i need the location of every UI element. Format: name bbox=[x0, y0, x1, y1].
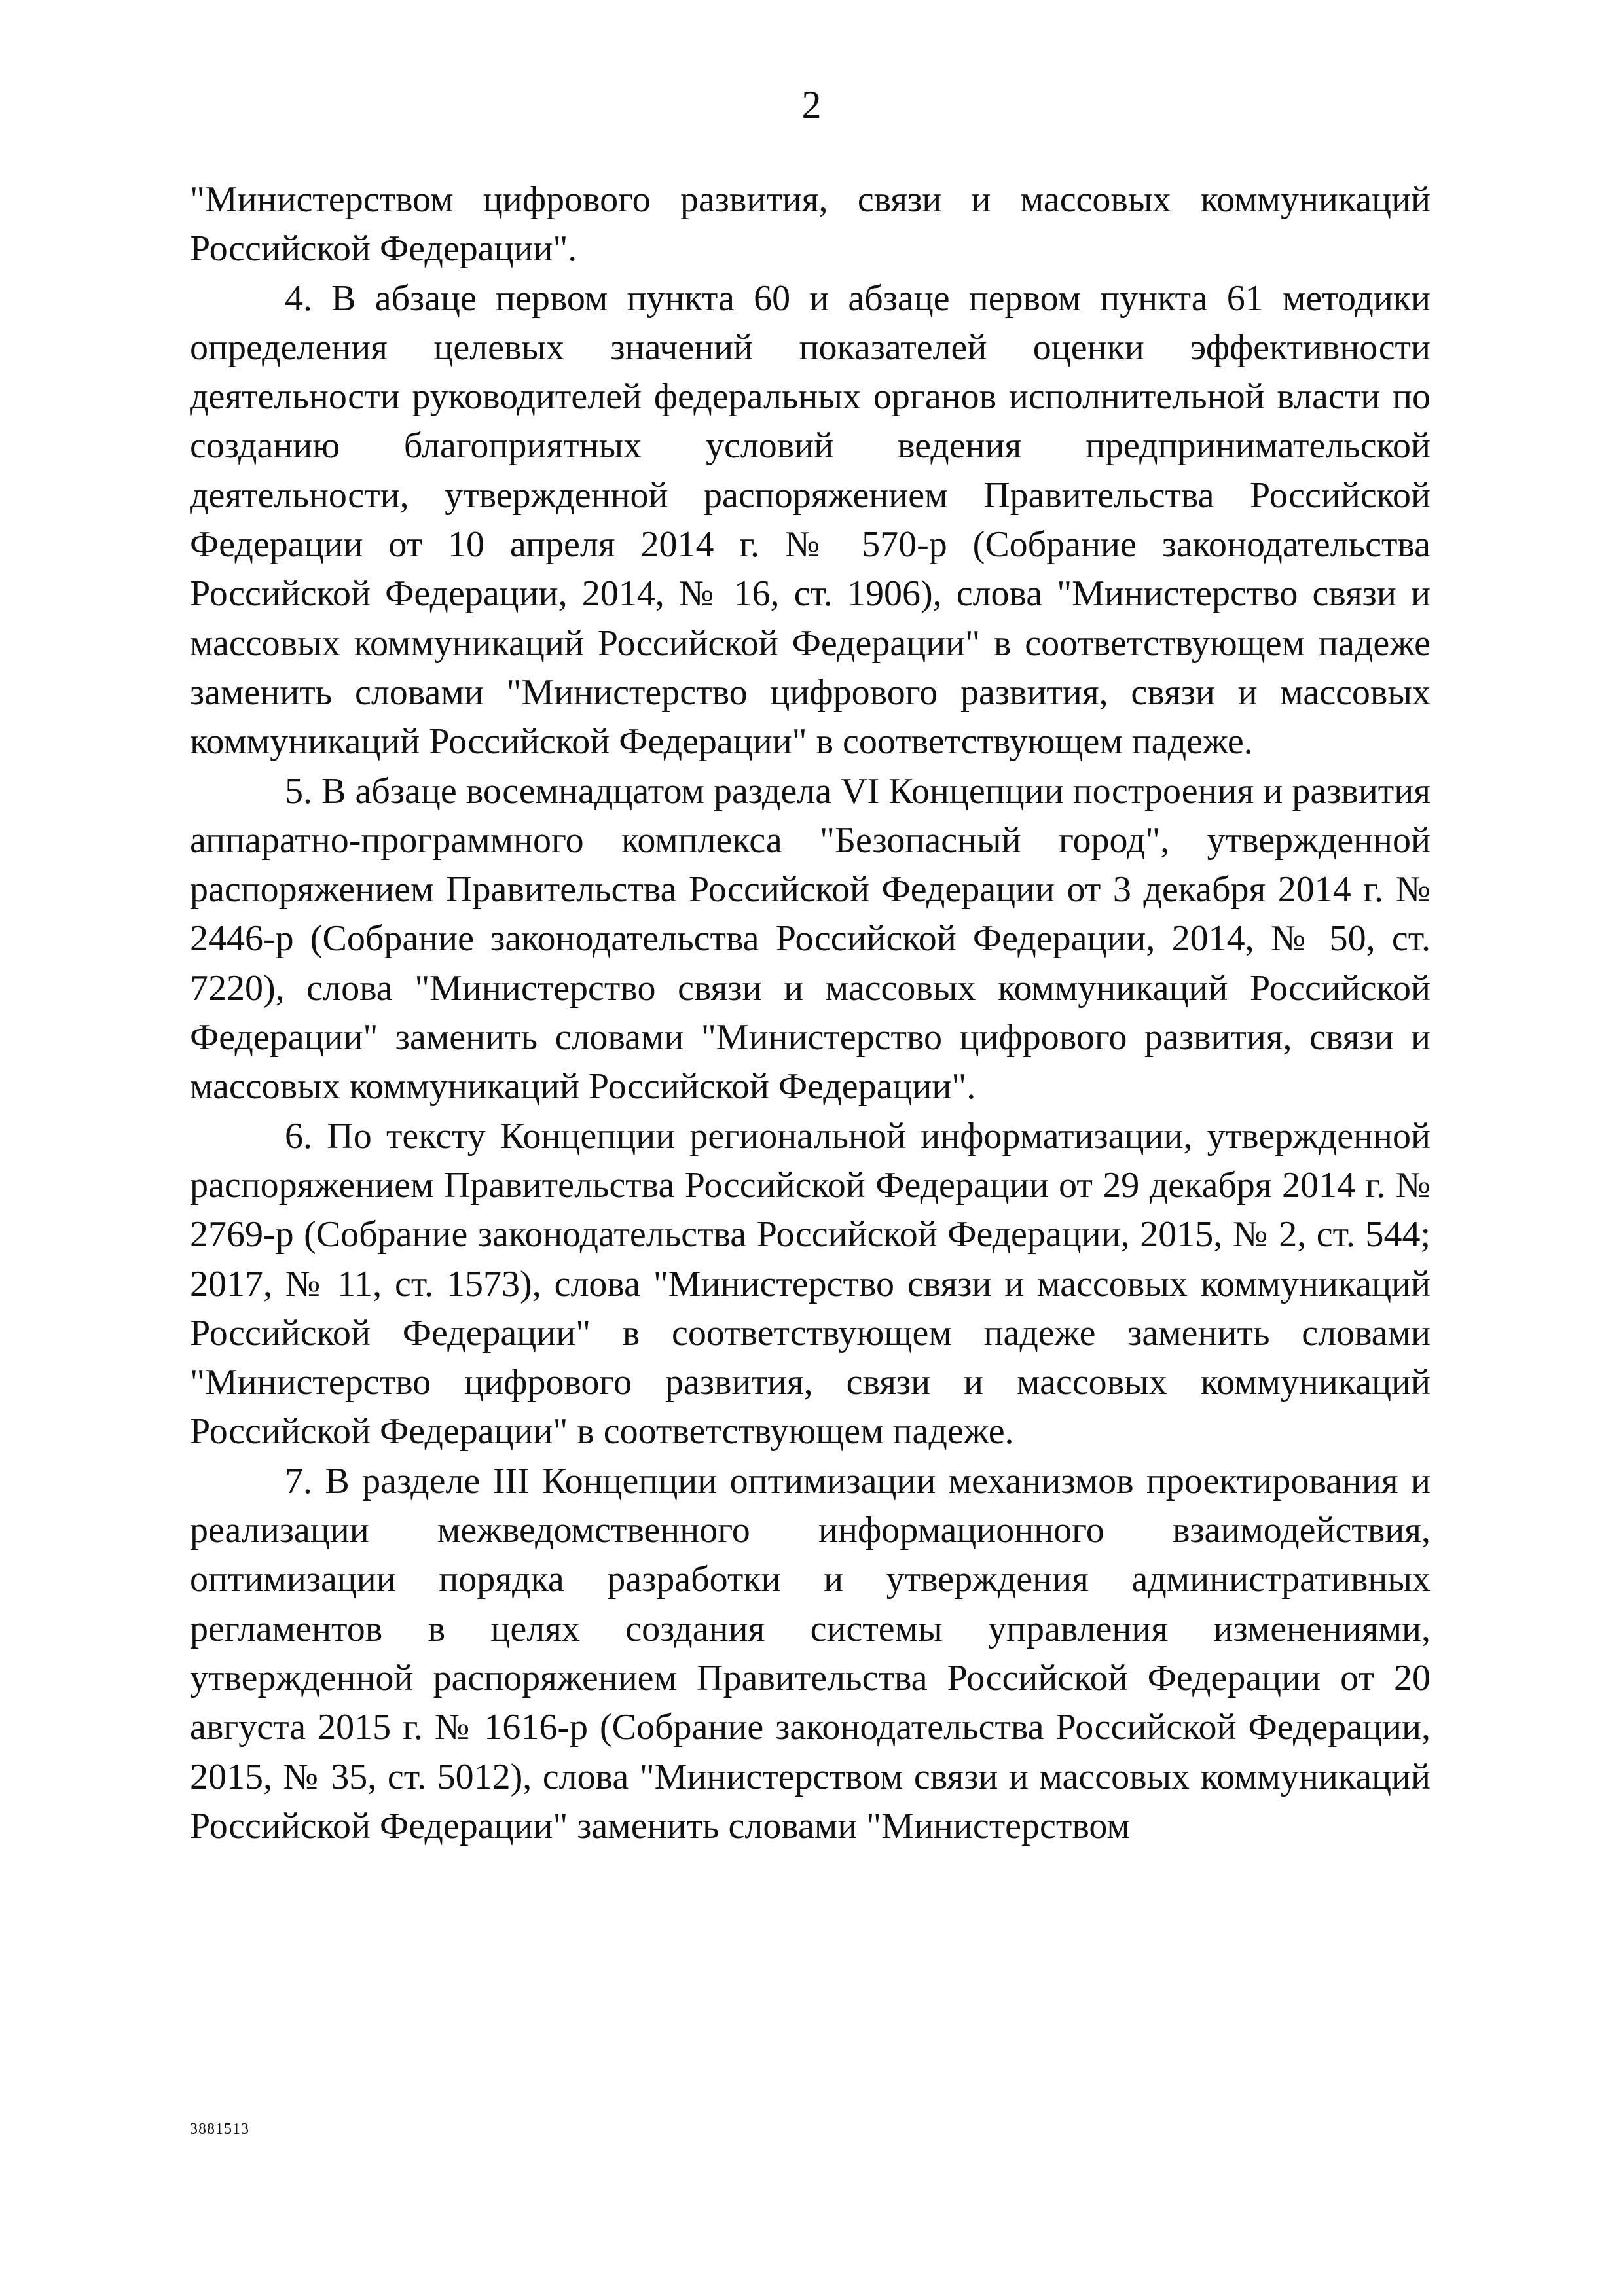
paragraph-item-4: 4. В абзаце первом пункта 60 и абзаце первом пункта 61 методики определения целевых значений показателей оценки эффективности деятельности руководителей федеральных органов исполнительной власти по созданию благоприятных условий ведения предпринимательской деятельности, утвержденной распоряжением Правительства Российской Федерации от 10 апреля 2014 г. № 570-р (Собрание законодательства Российской Федерации, 2014, № 16, ст. 1906), слова "Министерство связи и массовых коммуникаций Российской Федерации" в соответствующем падеже заменить словами "Министерство цифрового развития, связи и массовых коммуникаций Российской Федерации" в соответствующем падеже. bbox=[190, 278, 1431, 762]
paragraph-continuation: "Министерством цифрового развития, связи и массовых коммуникаций Российской Федерации". bbox=[190, 179, 1431, 270]
document-body bbox=[190, 175, 1431, 1851]
paragraph-item-5: 5. В абзаце восемнадцатом раздела VI Концепции построения и развития аппаратно-программного комплекса "Безопасный город", утвержденной распоряжением Правительства Российской Федерации от 3 декабря 2014 г. № 2446-р (Собрание законодательства Российской Федерации, 2014, № 50, ст. 7220), слова "Министерство связи и массовых коммуникаций Российской Федерации" заменить словами "Министерство цифрового развития, связи и массовых коммуникаций Российской Федерации". bbox=[190, 770, 1431, 1107]
paragraph-item-7: 7. В разделе III Концепции оптимизации механизмов проектирования и реализации межведомственного информационного взаимодействия, оптимизации порядка разработки и утверждения административных регламентов в целях создания системы управления изменениями, утвержденной распоряжением Правительства Российской Федерации от 20 августа 2015 г. № 1616-р (Собрание законодательства Российской Федерации, 2015, № 35, ст. 5012), слова "Министерством связи и массовых коммуникаций Российской Федерации" заменить словами "Министерством bbox=[190, 1460, 1431, 1846]
page-number: 2 bbox=[801, 83, 822, 126]
document-code: 3881513 bbox=[190, 2121, 249, 2138]
paragraph-item-6: 6. По тексту Концепции региональной информатизации, утвержденной распоряжением Правительства Российской Федерации от 29 декабря 2014 г. № 2769-р (Собрание законодательства Российской Федерации, 2015, № 2, ст. 544; 2017, № 11, ст. 1573), слова "Министерство связи и массовых коммуникаций Российской Федерации" в соответствующем падеже заменить словами "Министерство цифрового развития, связи и массовых коммуникаций Российской Федерации" в соответствующем падеже. bbox=[190, 1115, 1431, 1452]
